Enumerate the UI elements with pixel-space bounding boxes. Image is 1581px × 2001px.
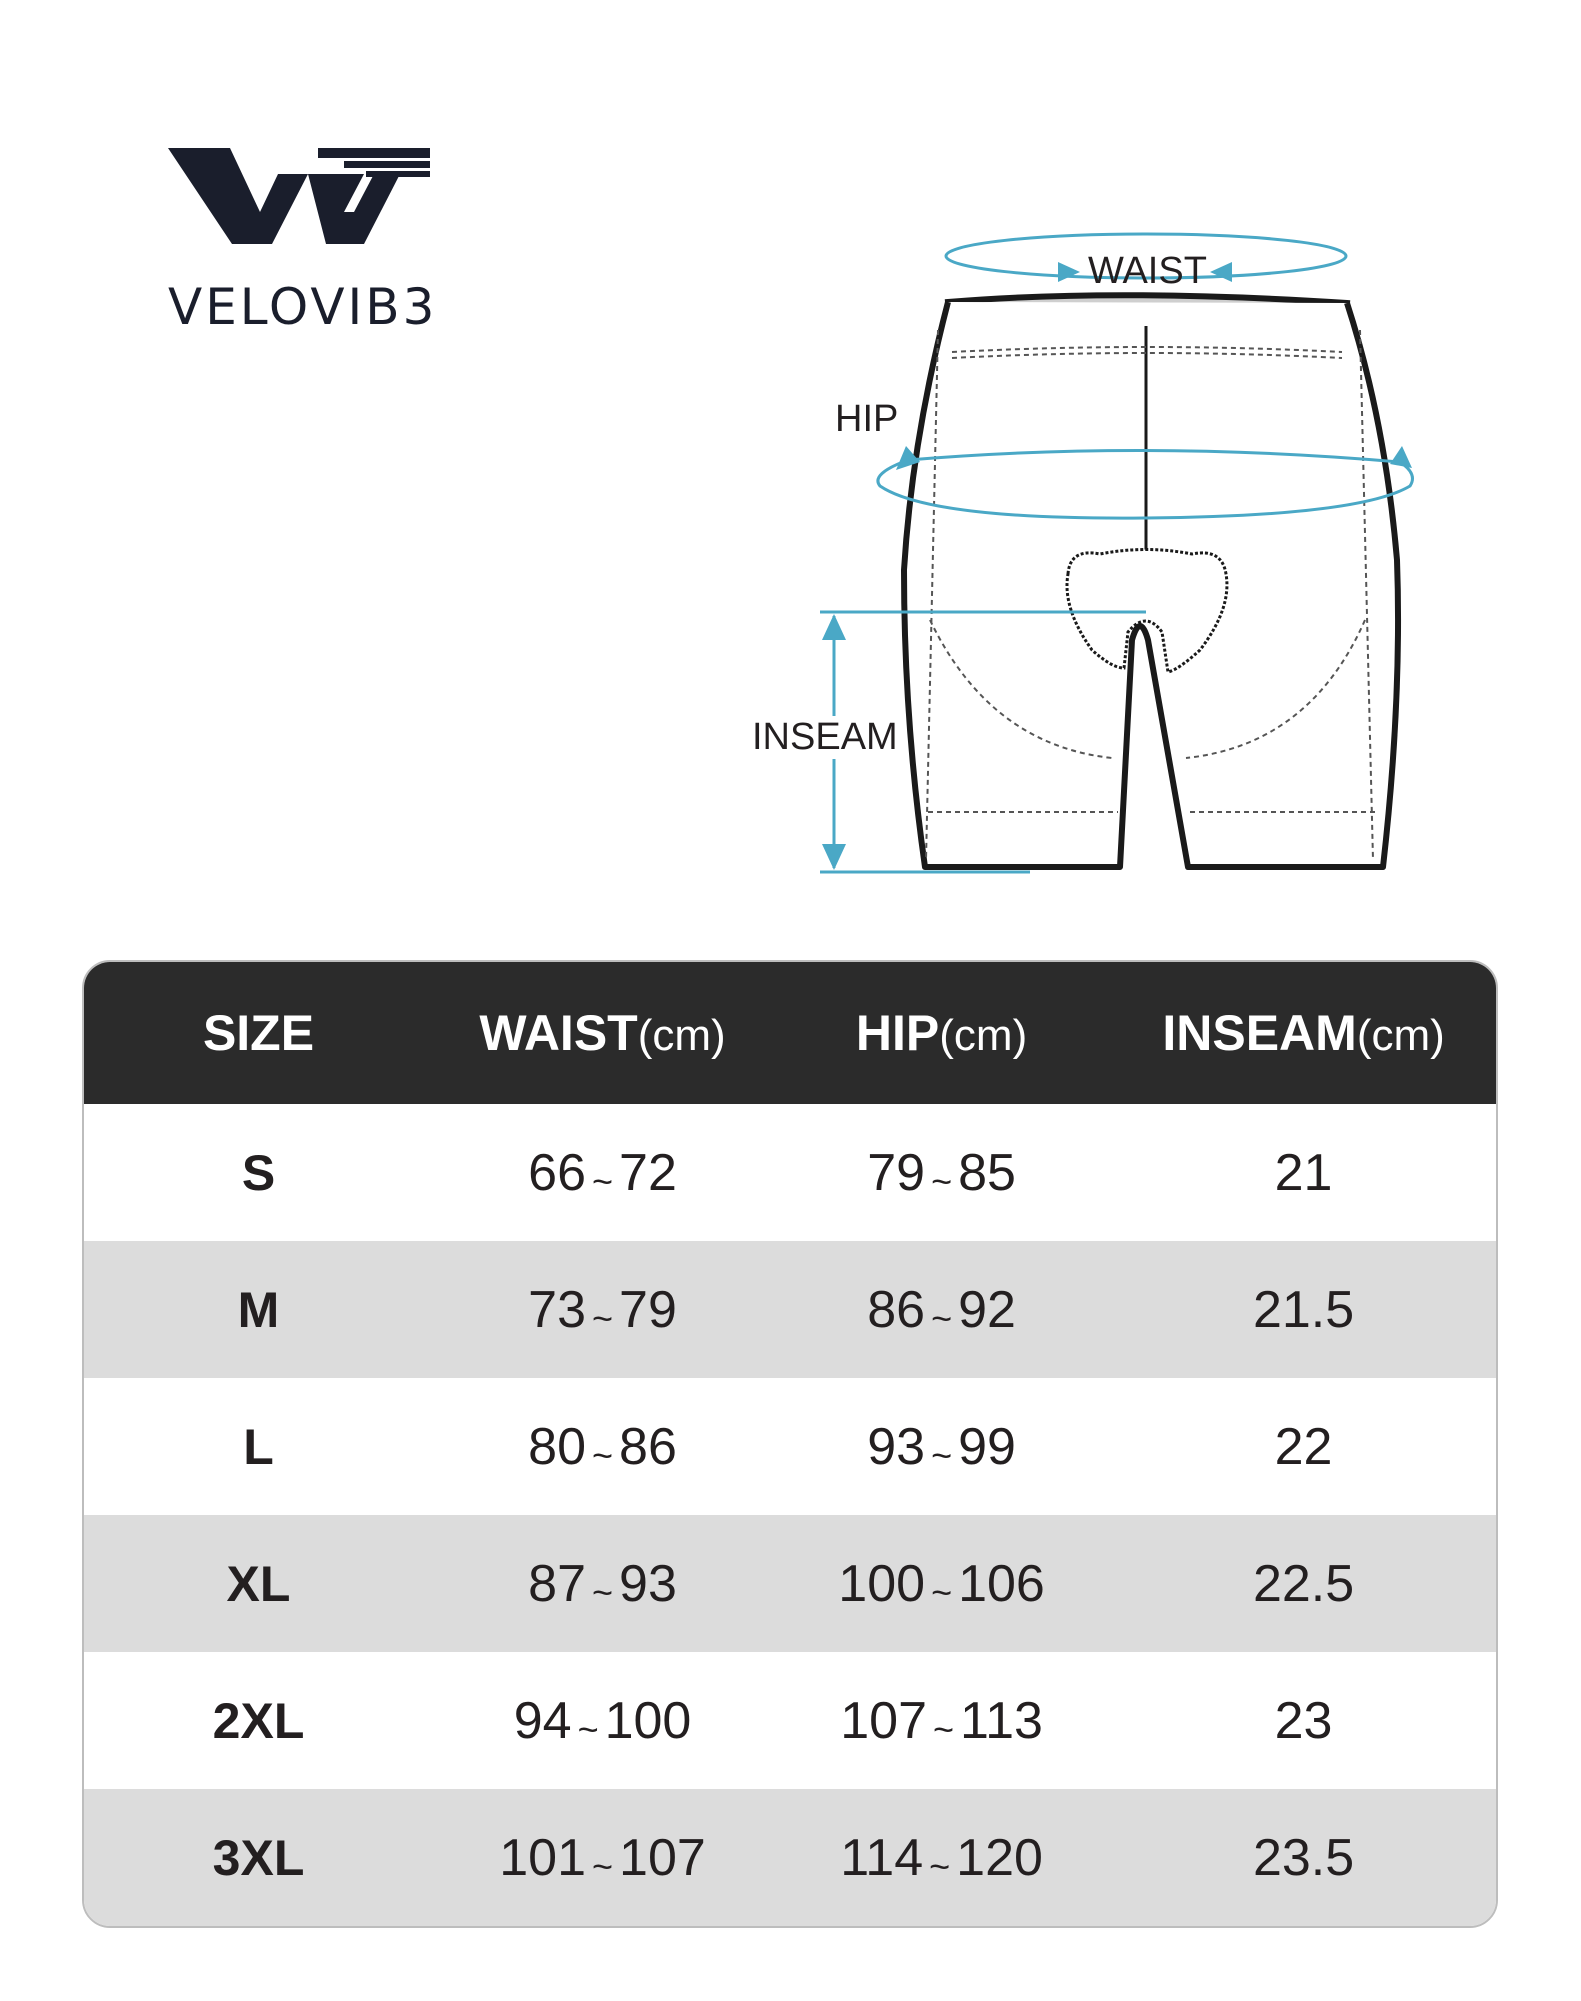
size-cell: S	[241, 1144, 276, 1201]
size-chart-table	[82, 960, 1498, 1928]
hip-cell: 100 ~ 106	[838, 1554, 1045, 1613]
inseam-cell: 23	[1274, 1691, 1333, 1750]
size-cell: XL	[226, 1555, 291, 1612]
waist-cell: 80 ~ 86	[528, 1417, 677, 1476]
header-size: SIZE	[202, 1005, 315, 1061]
inseam-cell: 21.5	[1252, 1280, 1355, 1339]
table-header	[84, 962, 1496, 1104]
hip-cell: 114 ~ 120	[840, 1828, 1043, 1887]
inseam-cell: 22	[1274, 1417, 1333, 1476]
table-row	[84, 1104, 1496, 1241]
size-cell: 2XL	[212, 1692, 305, 1749]
table-row	[84, 1241, 1496, 1378]
hip-cell: 107 ~ 113	[840, 1691, 1043, 1750]
header-inseam: INSEAM(cm)	[1162, 1005, 1445, 1061]
hip-cell: 93 ~ 99	[867, 1417, 1016, 1476]
brand-name: VELOVIB3	[168, 278, 438, 336]
hip-label: HIP	[835, 398, 899, 440]
inseam-cell: 23.5	[1252, 1828, 1355, 1887]
size-cell: M	[237, 1281, 280, 1338]
header-waist: WAIST(cm)	[479, 1005, 726, 1061]
hip-cell: 86 ~ 92	[867, 1280, 1016, 1339]
waist-cell: 87 ~ 93	[528, 1554, 677, 1613]
inseam-cell: 21	[1274, 1143, 1333, 1202]
waist-cell: 101 ~ 107	[499, 1828, 706, 1887]
inseam-label: INSEAM	[752, 716, 898, 758]
size-cell: 3XL	[212, 1829, 305, 1886]
table-row	[84, 1652, 1496, 1789]
waist-cell: 73 ~ 79	[528, 1280, 677, 1339]
size-cell: L	[243, 1418, 274, 1475]
shorts-diagram	[0, 0, 1581, 900]
header-hip: HIP(cm)	[855, 1005, 1028, 1061]
table-row	[84, 1789, 1496, 1926]
table-row	[84, 1515, 1496, 1652]
waist-cell: 94 ~ 100	[513, 1691, 692, 1750]
table-row	[84, 1378, 1496, 1515]
waist-label: WAIST	[1088, 250, 1207, 292]
hip-cell: 79 ~ 85	[867, 1143, 1016, 1202]
inseam-cell: 22.5	[1252, 1554, 1355, 1613]
waist-cell: 66 ~ 72	[528, 1143, 677, 1202]
